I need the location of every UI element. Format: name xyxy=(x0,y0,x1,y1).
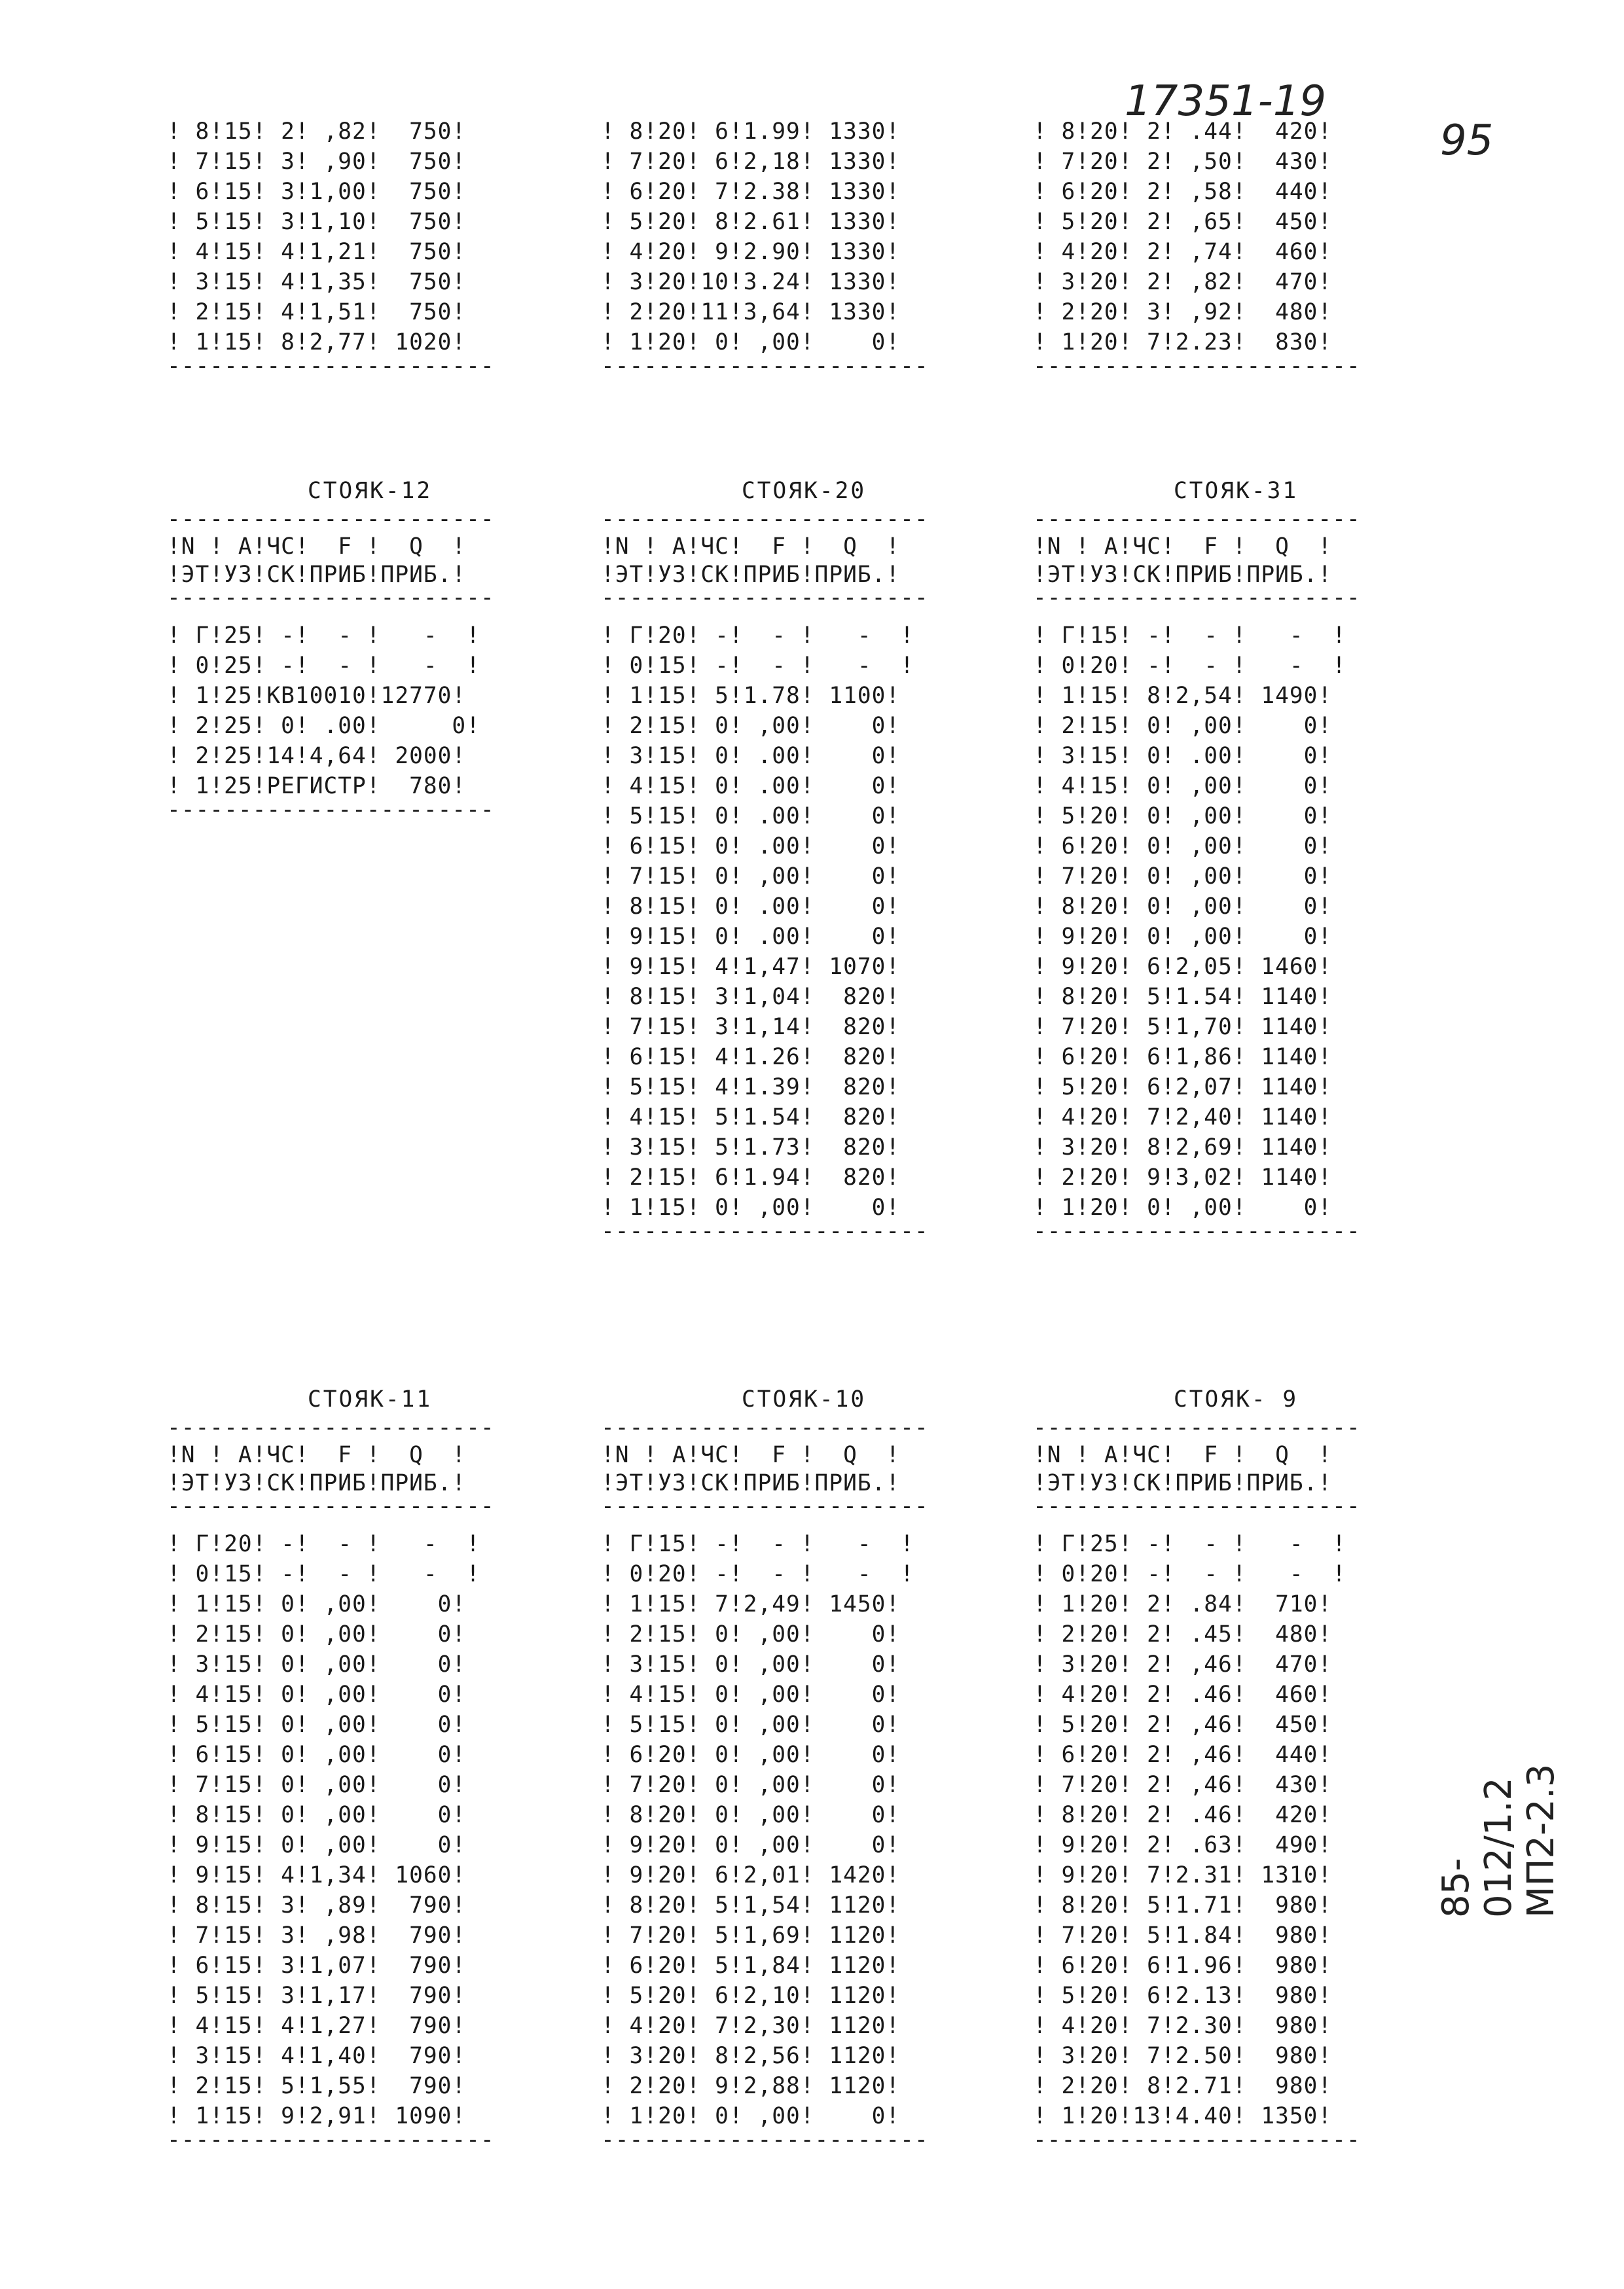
table-row: ! 7!20! 5!1,70! 1140! xyxy=(1033,1014,1333,1040)
table-row: ! 6!20! 0! ,00! 0! xyxy=(601,1742,901,1768)
table-border-top: ----------------------- xyxy=(167,1415,495,1441)
table-row: ! Г!25! -! - ! - ! xyxy=(167,622,480,649)
top-row: ! 7!20! 2! ,50! 430! xyxy=(1033,149,1333,175)
table-row: ! 1!15! 0! ,00! 0! xyxy=(601,1195,901,1221)
table-row: ! 2!20! 9!2,88! 1120! xyxy=(601,2073,901,2099)
table-title: СТОЯК-20 xyxy=(742,478,867,504)
top-border: ----------------------- xyxy=(167,353,495,379)
top-row: ! 3!15! 4!1,35! 750! xyxy=(167,269,467,295)
table-title: СТОЯК-11 xyxy=(308,1386,433,1413)
top-row: ! 5!15! 3!1,10! 750! xyxy=(167,209,467,235)
table-header-row-1: !N ! А!ЧС! F ! Q ! xyxy=(1033,1442,1333,1468)
table-row: ! 3!20! 8!2,69! 1140! xyxy=(1033,1134,1333,1161)
table-row: ! 4!15! 4!1,27! 790! xyxy=(167,2013,467,2039)
table-row: ! 2!20! 2! .45! 480! xyxy=(1033,1621,1333,1648)
table-row: ! 8!20! 5!1,54! 1120! xyxy=(601,1892,901,1919)
table-row: ! 8!20! 0! ,00! 0! xyxy=(601,1802,901,1828)
table-row: ! 3!20! 8!2,56! 1120! xyxy=(601,2043,901,2069)
top-row: ! 5!20! 2! ,65! 450! xyxy=(1033,209,1333,235)
table-row: ! Г!15! -! - ! - ! xyxy=(601,1531,914,1557)
table-row: ! 3!15! 0! .00! 0! xyxy=(1033,743,1333,769)
table-border-top: ----------------------- xyxy=(167,506,495,532)
table-row: ! 1!15! 9!2,91! 1090! xyxy=(167,2103,467,2129)
table-border-bottom: ----------------------- xyxy=(601,1218,929,1244)
table-row: ! 3!20! 7!2.50! 980! xyxy=(1033,2043,1333,2069)
table-row: ! 9!20! 7!2.31! 1310! xyxy=(1033,1862,1333,1888)
table-row: ! 8!20! 5!1.54! 1140! xyxy=(1033,984,1333,1010)
table-row: ! 2!20! 9!3,02! 1140! xyxy=(1033,1164,1333,1191)
table-header-row-2: !ЭТ!УЗ!СК!ПРИБ!ПРИБ.! xyxy=(1033,562,1333,588)
table-border-mid: ----------------------- xyxy=(1033,1493,1361,1519)
table-row: ! 7!15! 0! ,00! 0! xyxy=(601,863,901,890)
table-row: ! 6!20! 0! ,00! 0! xyxy=(1033,833,1333,859)
table-row: ! 1!20! 2! .84! 710! xyxy=(1033,1591,1333,1617)
table-row: ! 7!20! 2! ,46! 430! xyxy=(1033,1772,1333,1798)
table-row: ! 5!15! 0! ,00! 0! xyxy=(601,1712,901,1738)
table-row: ! 7!15! 0! ,00! 0! xyxy=(167,1772,467,1798)
table-row: ! 6!15! 0! .00! 0! xyxy=(601,833,901,859)
handwritten-doc-number: 17351-19 xyxy=(1125,77,1327,126)
top-row: ! 1!20! 0! ,00! 0! xyxy=(601,329,901,355)
table-row: ! 0!15! -! - ! - ! xyxy=(167,1561,480,1587)
table-row: ! 2!15! 0! ,00! 0! xyxy=(1033,713,1333,739)
table-row: ! 2!15! 0! ,00! 0! xyxy=(601,1621,901,1648)
table-row: ! 6!20! 6!1.96! 980! xyxy=(1033,1953,1333,1979)
table-row: ! 9!20! 2! .63! 490! xyxy=(1033,1832,1333,1858)
table-row: ! 4!15! 0! ,00! 0! xyxy=(167,1682,467,1708)
top-row: ! 5!20! 8!2.61! 1330! xyxy=(601,209,901,235)
table-row: ! 0!15! -! - ! - ! xyxy=(601,653,914,679)
table-row: ! 5!20! 2! ,46! 450! xyxy=(1033,1712,1333,1738)
table-row: ! 6!20! 6!1,86! 1140! xyxy=(1033,1044,1333,1070)
table-header-row-2: !ЭТ!УЗ!СК!ПРИБ!ПРИБ.! xyxy=(601,1470,901,1496)
table-header-row-2: !ЭТ!УЗ!СК!ПРИБ!ПРИБ.! xyxy=(167,1470,467,1496)
table-row: ! 5!20! 6!2.13! 980! xyxy=(1033,1983,1333,2009)
table-row: ! 8!15! 0! ,00! 0! xyxy=(167,1802,467,1828)
top-row: ! 4!20! 2! ,74! 460! xyxy=(1033,239,1333,265)
top-row: ! 6!20! 7!2.38! 1330! xyxy=(601,179,901,205)
table-row: ! 8!15! 3!1,04! 820! xyxy=(601,984,901,1010)
table-row: ! 1!15! 5!1.78! 1100! xyxy=(601,683,901,709)
table-border-bottom: ----------------------- xyxy=(1033,1218,1361,1244)
table-header-row-1: !N ! А!ЧС! F ! Q ! xyxy=(167,533,467,560)
table-border-mid: ----------------------- xyxy=(167,585,495,611)
top-row: ! 4!15! 4!1,21! 750! xyxy=(167,239,467,265)
table-row: ! 5!20! 0! ,00! 0! xyxy=(1033,803,1333,829)
table-border-mid: ----------------------- xyxy=(1033,585,1361,611)
table-row: ! 9!20! 6!2,05! 1460! xyxy=(1033,954,1333,980)
table-row: ! 4!15! 0! .00! 0! xyxy=(601,773,901,799)
table-border-bottom: ----------------------- xyxy=(1033,2127,1361,2153)
table-row: ! 6!15! 0! ,00! 0! xyxy=(167,1742,467,1768)
top-row: ! 8!15! 2! ,82! 750! xyxy=(167,118,467,145)
table-row: ! 5!20! 6!2,07! 1140! xyxy=(1033,1074,1333,1100)
handwritten-page-number: 95 xyxy=(1440,117,1494,165)
table-header-row-1: !N ! А!ЧС! F ! Q ! xyxy=(1033,533,1333,560)
table-header-row-2: !ЭТ!УЗ!СК!ПРИБ!ПРИБ.! xyxy=(1033,1470,1333,1496)
table-row: ! Г!20! -! - ! - ! xyxy=(601,622,914,649)
table-row: ! 1!15! 7!2,49! 1450! xyxy=(601,1591,901,1617)
table-row: ! 0!20! -! - ! - ! xyxy=(1033,1561,1346,1587)
table-row: ! 6!20! 5!1,84! 1120! xyxy=(601,1953,901,1979)
table-row: ! 9!20! 0! ,00! 0! xyxy=(1033,924,1333,950)
table-row: ! Г!25! -! - ! - ! xyxy=(1033,1531,1346,1557)
table-row: ! 6!15! 3!1,07! 790! xyxy=(167,1953,467,1979)
table-header-row-1: !N ! А!ЧС! F ! Q ! xyxy=(167,1442,467,1468)
table-row: ! 7!20! 0! ,00! 0! xyxy=(601,1772,901,1798)
table-row: ! 8!15! 3! ,89! 790! xyxy=(167,1892,467,1919)
table-row: ! 0!20! -! - ! - ! xyxy=(601,1561,914,1587)
table-row: ! 8!20! 2! .46! 420! xyxy=(1033,1802,1333,1828)
table-title: СТОЯК- 9 xyxy=(1174,1386,1299,1413)
top-row: ! 1!20! 7!2.23! 830! xyxy=(1033,329,1333,355)
table-row: ! 5!15! 4!1.39! 820! xyxy=(601,1074,901,1100)
table-row: ! 1!20! 0! ,00! 0! xyxy=(1033,1195,1333,1221)
table-row: ! Г!15! -! - ! - ! xyxy=(1033,622,1346,649)
table-row: ! 7!15! 3! ,98! 790! xyxy=(167,1922,467,1949)
table-row: ! 1!25!КВ10010!12770! xyxy=(167,683,467,709)
table-row: ! 0!25! -! - ! - ! xyxy=(167,653,480,679)
table-row: ! 2!25!14!4,64! 2000! xyxy=(167,743,467,769)
table-row: ! 9!20! 0! ,00! 0! xyxy=(601,1832,901,1858)
top-row: ! 7!15! 3! ,90! 750! xyxy=(167,149,467,175)
top-row: ! 6!20! 2! ,58! 440! xyxy=(1033,179,1333,205)
top-row: ! 2!15! 4!1,51! 750! xyxy=(167,299,467,325)
table-header-row-1: !N ! А!ЧС! F ! Q ! xyxy=(601,533,901,560)
table-row: ! 5!20! 6!2,10! 1120! xyxy=(601,1983,901,2009)
table-border-bottom: ----------------------- xyxy=(167,2127,495,2153)
table-row: ! 2!15! 0! ,00! 0! xyxy=(601,713,901,739)
table-title: СТОЯК-12 xyxy=(308,478,433,504)
table-row: ! 3!15! 0! ,00! 0! xyxy=(601,1651,901,1678)
table-border-mid: ----------------------- xyxy=(601,585,929,611)
top-row: ! 3!20!10!3.24! 1330! xyxy=(601,269,901,295)
top-row: ! 1!15! 8!2,77! 1020! xyxy=(167,329,467,355)
table-row: ! 9!15! 0! ,00! 0! xyxy=(167,1832,467,1858)
table-row: ! 2!25! 0! .00! 0! xyxy=(167,713,480,739)
table-row: ! 4!15! 0! ,00! 0! xyxy=(601,1682,901,1708)
table-row: ! 9!15! 4!1,34! 1060! xyxy=(167,1862,467,1888)
top-row: ! 6!15! 3!1,00! 750! xyxy=(167,179,467,205)
table-row: ! 0!20! -! - ! - ! xyxy=(1033,653,1346,679)
table-row: ! 4!20! 2! .46! 460! xyxy=(1033,1682,1333,1708)
table-header-row-2: !ЭТ!УЗ!СК!ПРИБ!ПРИБ.! xyxy=(167,562,467,588)
table-title: СТОЯК-10 xyxy=(742,1386,867,1413)
table-border-bottom: ----------------------- xyxy=(167,797,495,823)
table-row: ! 2!15! 6!1.94! 820! xyxy=(601,1164,901,1191)
handwritten-side-code: 85-012/1.2 МП2-2.3 xyxy=(1435,1763,1562,1918)
table-row: ! 3!20! 2! ,46! 470! xyxy=(1033,1651,1333,1678)
table-row: ! 3!15! 0! .00! 0! xyxy=(601,743,901,769)
table-row: ! 5!15! 0! ,00! 0! xyxy=(167,1712,467,1738)
table-row: ! 9!15! 4!1,47! 1070! xyxy=(601,954,901,980)
table-row: ! 8!15! 0! .00! 0! xyxy=(601,893,901,920)
table-border-mid: ----------------------- xyxy=(167,1493,495,1519)
table-border-top: ----------------------- xyxy=(601,1415,929,1441)
table-row: ! 8!20! 0! ,00! 0! xyxy=(1033,893,1333,920)
top-row: ! 8!20! 6!1.99! 1330! xyxy=(601,118,901,145)
table-row: ! 6!15! 4!1.26! 820! xyxy=(601,1044,901,1070)
top-row: ! 8!20! 2! .44! 420! xyxy=(1033,118,1333,145)
top-row: ! 3!20! 2! ,82! 470! xyxy=(1033,269,1333,295)
table-row: ! 6!20! 2! ,46! 440! xyxy=(1033,1742,1333,1768)
table-row: ! 1!20! 0! ,00! 0! xyxy=(601,2103,901,2129)
table-row: ! 3!15! 4!1,40! 790! xyxy=(167,2043,467,2069)
table-row: ! 4!15! 0! ,00! 0! xyxy=(1033,773,1333,799)
table-border-top: ----------------------- xyxy=(601,506,929,532)
table-row: ! 5!15! 3!1,17! 790! xyxy=(167,1983,467,2009)
top-row: ! 4!20! 9!2.90! 1330! xyxy=(601,239,901,265)
table-header-row-1: !N ! А!ЧС! F ! Q ! xyxy=(601,1442,901,1468)
table-row: ! 7!20! 5!1,69! 1120! xyxy=(601,1922,901,1949)
table-title: СТОЯК-31 xyxy=(1174,478,1299,504)
table-border-top: ----------------------- xyxy=(1033,506,1361,532)
table-border-mid: ----------------------- xyxy=(601,1493,929,1519)
top-border: ----------------------- xyxy=(601,353,929,379)
table-row: ! 4!20! 7!2,30! 1120! xyxy=(601,2013,901,2039)
table-row: ! 1!20!13!4.40! 1350! xyxy=(1033,2103,1333,2129)
table-row: ! 2!20! 8!2.71! 980! xyxy=(1033,2073,1333,2099)
table-row: ! 1!25!РЕГИСТР! 780! xyxy=(167,773,467,799)
table-row: ! 7!20! 5!1.84! 980! xyxy=(1033,1922,1333,1949)
table-row: ! 4!20! 7!2,40! 1140! xyxy=(1033,1104,1333,1130)
table-row: ! 9!15! 0! .00! 0! xyxy=(601,924,901,950)
table-row: ! 3!15! 0! ,00! 0! xyxy=(167,1651,467,1678)
top-row: ! 7!20! 6!2,18! 1330! xyxy=(601,149,901,175)
table-row: ! 3!15! 5!1.73! 820! xyxy=(601,1134,901,1161)
top-row: ! 2!20!11!3,64! 1330! xyxy=(601,299,901,325)
table-row: ! 4!20! 7!2.30! 980! xyxy=(1033,2013,1333,2039)
table-border-top: ----------------------- xyxy=(1033,1415,1361,1441)
table-header-row-2: !ЭТ!УЗ!СК!ПРИБ!ПРИБ.! xyxy=(601,562,901,588)
table-row: ! 7!15! 3!1,14! 820! xyxy=(601,1014,901,1040)
table-row: ! 9!20! 6!2,01! 1420! xyxy=(601,1862,901,1888)
table-row: ! 1!15! 0! ,00! 0! xyxy=(167,1591,467,1617)
table-row: ! 4!15! 5!1.54! 820! xyxy=(601,1104,901,1130)
table-border-bottom: ----------------------- xyxy=(601,2127,929,2153)
top-row: ! 2!20! 3! ,92! 480! xyxy=(1033,299,1333,325)
table-row: ! 8!20! 5!1.71! 980! xyxy=(1033,1892,1333,1919)
table-row: ! 1!15! 8!2,54! 1490! xyxy=(1033,683,1333,709)
table-row: ! 5!15! 0! .00! 0! xyxy=(601,803,901,829)
table-row: ! 2!15! 0! ,00! 0! xyxy=(167,1621,467,1648)
table-row: ! 2!15! 5!1,55! 790! xyxy=(167,2073,467,2099)
table-row: ! Г!20! -! - ! - ! xyxy=(167,1531,480,1557)
table-row: ! 7!20! 0! ,00! 0! xyxy=(1033,863,1333,890)
top-border: ----------------------- xyxy=(1033,353,1361,379)
